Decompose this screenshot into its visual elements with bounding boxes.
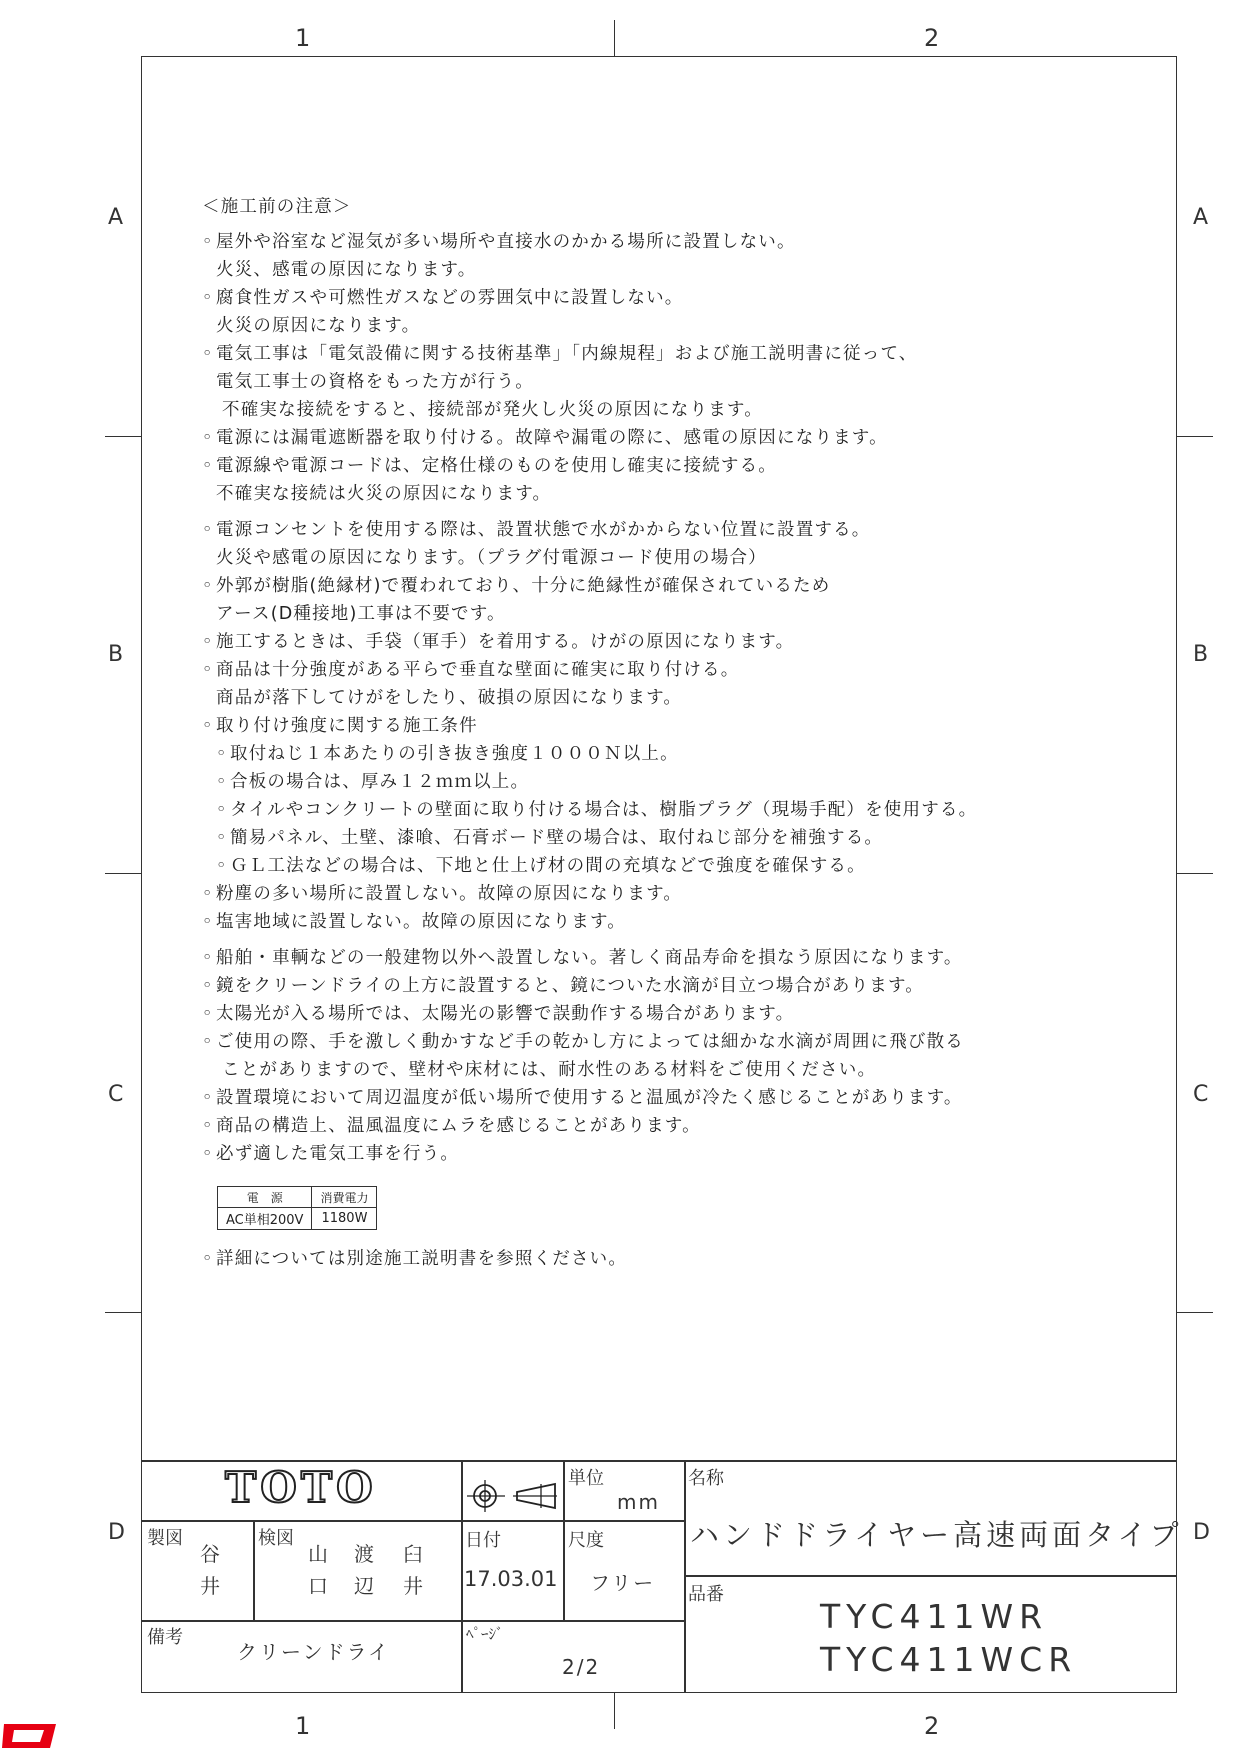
note-line-text: 電気工事士の資格をもった方が行う。 [216, 372, 534, 392]
note-line [202, 256, 1132, 284]
checker-2-char-1: 口 [308, 1574, 330, 1598]
note-line [202, 684, 1132, 712]
title-block-top-line [141, 1460, 1177, 1462]
note-line [202, 368, 1132, 396]
row-letter-left-c: C [108, 1082, 124, 1107]
title-block-line [141, 1520, 684, 1522]
bullet-mark: ◦ [202, 912, 214, 932]
note-line [202, 452, 1132, 480]
column-divider-tick-top [614, 20, 615, 56]
corner-brand-mark-icon [0, 1718, 60, 1754]
note-line [202, 712, 1132, 740]
note-line [202, 1140, 1132, 1168]
checker-2-char-3: 井 [403, 1574, 425, 1598]
note-line-text: 外郭が樹脂(絶縁材)で覆われており、十分に絶縁性が確保されているため [216, 576, 831, 596]
final-note-text: 詳細については別途施工説明書を参照ください。 [216, 1249, 628, 1269]
bullet-mark: ◦ [216, 772, 228, 792]
bullet-mark: ◦ [202, 344, 214, 364]
note-line-text: 商品の構造上、温風温度にムラを感じることがあります。 [216, 1116, 701, 1136]
note-line [202, 824, 1132, 852]
row-letter-left-a: A [108, 205, 124, 230]
note-line-text: 粉塵の多い場所に設置しない。故障の原因になります。 [216, 884, 683, 904]
title-block-line [253, 1520, 255, 1620]
bullet-mark: ◦ [202, 632, 214, 652]
bullet-mark: ◦ [202, 660, 214, 680]
note-line-text: 火災の原因になります。 [216, 316, 421, 336]
note-line [202, 340, 1132, 368]
note-line [202, 312, 1132, 340]
note-line-text: アース(D種接地)工事は不要です。 [216, 604, 506, 624]
note-line [202, 544, 1132, 572]
row-letter-right-b: B [1193, 642, 1209, 667]
title-block-line [563, 1460, 565, 1620]
row-letter-left-d: D [108, 1520, 125, 1545]
toto-logo: TOTO [225, 1463, 377, 1512]
note-line [202, 944, 1132, 972]
spec-value-power-consumption: 1180W [312, 1208, 377, 1230]
note-line-text: 鏡をクリーンドライの上方に設置すると、鏡についた水滴が目立つ場合があります。 [216, 976, 924, 996]
note-line-text: 腐食性ガスや可燃性ガスなどの雰囲気中に設置しない。 [216, 288, 684, 308]
drawn-by-2: 井 [200, 1574, 222, 1598]
installation-notes [202, 193, 1132, 1168]
product-name: ハンドドライヤー高速両面タイプ [690, 1518, 1183, 1552]
bullet-mark: ◦ [202, 232, 214, 252]
bullet-mark: ◦ [202, 456, 214, 476]
spec-header-power-source: 電 源 [218, 1187, 312, 1208]
bullet-mark: ◦ [202, 948, 214, 968]
note-line-text: 取付ねじ１本あたりの引き抜き強度１０００Ｎ以上。 [230, 744, 679, 764]
title-block-line [141, 1620, 684, 1622]
name-label: 名称 [688, 1468, 724, 1489]
note-line [202, 796, 1132, 824]
title-block-line [684, 1575, 1177, 1577]
bullet-mark: ◦ [216, 856, 228, 876]
note-line-text: 火災、感電の原因になります。 [216, 260, 477, 280]
third-angle-projection-icon [465, 1478, 559, 1514]
checked-label: 検図 [258, 1528, 294, 1549]
date-label: 日付 [465, 1530, 501, 1551]
page-label: ﾍﾟｰｼﾞ [466, 1625, 504, 1643]
notes-title: ＜施工前の注意＞ [202, 197, 352, 217]
bullet-mark: ◦ [202, 428, 214, 448]
note-line-text: ＧＬ工法などの場合は、下地と仕上げ材の間の充填などで強度を確保する。 [230, 856, 866, 876]
checker-1-char-1: 山 [308, 1542, 330, 1566]
column-number-bottom-1: 1 [295, 1712, 311, 1740]
title-block-line [684, 1460, 686, 1693]
note-line-text: 電源コンセントを使用する際は、設置状態で水がかからない位置に設置する。 [216, 520, 871, 540]
row-letter-right-c: C [1193, 1082, 1209, 1107]
note-line [202, 516, 1132, 544]
bullet-mark: ◦ [202, 1249, 214, 1269]
bullet-mark: ◦ [202, 1004, 214, 1024]
page-value: 2/2 [562, 1655, 601, 1679]
note-line-text: 取り付け強度に関する施工条件 [216, 716, 478, 736]
row-letter-right-d: D [1193, 1520, 1210, 1545]
bullet-mark: ◦ [202, 884, 214, 904]
column-number-top-2: 2 [924, 24, 940, 52]
note-line [202, 656, 1132, 684]
checker-1-char-3: 臼 [403, 1542, 425, 1566]
note-line-text: 太陽光が入る場所では、太陽光の影響で誤動作する場合があります。 [216, 1004, 795, 1024]
bullet-mark: ◦ [216, 800, 228, 820]
drawn-label: 製図 [147, 1528, 183, 1549]
note-line [202, 768, 1132, 796]
bullet-mark: ◦ [216, 828, 228, 848]
note-line [202, 1056, 1132, 1084]
note-line [202, 1112, 1132, 1140]
scale-label: 尺度 [568, 1530, 604, 1551]
note-line-text: 船舶・車輌などの一般建物以外へ設置しない。著しく商品寿命を損なう原因になります。 [216, 948, 963, 968]
note-line-text: ことがありますので、壁材や床材には、耐水性のある材料をご使用ください。 [222, 1060, 877, 1080]
column-number-top-1: 1 [295, 24, 311, 52]
unit-value: mm [617, 1490, 660, 1514]
note-line-text: 屋外や浴室など湿気が多い場所や直接水のかかる場所に設置しない。 [216, 232, 796, 252]
bullet-mark: ◦ [202, 576, 214, 596]
note-line-text: 電気工事は「電気設備に関する技術基準」「内線規程」および施工説明書に従って、 [216, 344, 918, 364]
row-divider-tick-right [1177, 436, 1213, 437]
note-line [202, 1000, 1132, 1028]
note-line-text: 不確実な接続は火災の原因になります。 [216, 484, 552, 504]
bullet-mark: ◦ [216, 744, 228, 764]
spec-header-power-consumption: 消費電力 [312, 1187, 377, 1208]
note-line [202, 284, 1132, 312]
checker-2-char-2: 辺 [354, 1574, 376, 1598]
final-note [202, 1245, 627, 1270]
part-number-label: 品番 [688, 1584, 724, 1605]
scale-value: フリー [590, 1571, 656, 1595]
column-divider-tick-bottom [614, 1693, 615, 1729]
note-line-text: 簡易パネル、土壁、漆喰、石膏ボード壁の場合は、取付ねじ部分を補強する。 [230, 828, 884, 848]
bullet-mark: ◦ [202, 288, 214, 308]
note-line-text: 必ず適した電気工事を行う。 [216, 1144, 460, 1164]
row-divider-tick-left [105, 1312, 141, 1313]
note-line [202, 228, 1132, 256]
note-line-text: 施工するときは、手袋（軍手）を着用する。けがの原因になります。 [216, 632, 795, 652]
bullet-mark: ◦ [202, 1144, 214, 1164]
title-block-line [461, 1460, 463, 1693]
bullet-mark: ◦ [202, 1088, 214, 1108]
model-number-2: TYC411WCR [820, 1640, 1078, 1679]
spec-value-power-source: AC単相200V [218, 1208, 312, 1230]
row-letter-left-b: B [108, 642, 124, 667]
note-line [202, 740, 1132, 768]
note-line-text: タイルやコンクリートの壁面に取り付ける場合は、樹脂プラグ（現場手配）を使用する。 [230, 800, 978, 820]
note-line-text: 火災や感電の原因になります。（プラグ付電源コード使用の場合） [216, 548, 767, 568]
remarks-label: 備考 [147, 1627, 183, 1648]
power-spec-table [217, 1186, 377, 1230]
bullet-mark: ◦ [202, 1116, 214, 1136]
note-line-text: 電源には漏電遮断器を取り付ける。故障や漏電の際に、感電の原因になります。 [216, 428, 888, 448]
note-line-text: 商品は十分強度がある平らで垂直な壁面に確実に取り付ける。 [216, 660, 740, 680]
note-line [202, 908, 1132, 936]
model-number-1: TYC411WR [820, 1597, 1049, 1636]
note-line-text: 電源線や電源コードは、定格仕様のものを使用し確実に接続する。 [216, 456, 777, 476]
note-line [202, 852, 1132, 880]
checker-1-char-2: 渡 [354, 1542, 376, 1566]
note-line-text: 設置環境において周辺温度が低い場所で使用すると温風が冷たく感じることがあります。 [216, 1088, 963, 1108]
notes-lines [202, 228, 1132, 1168]
row-letter-right-a: A [1193, 205, 1209, 230]
note-line-text: 合板の場合は、厚み１２ｍｍ以上。 [230, 772, 530, 792]
unit-label: 単位 [568, 1468, 604, 1489]
row-divider-tick-right [1177, 1312, 1213, 1313]
bullet-mark: ◦ [202, 716, 214, 736]
column-number-bottom-2: 2 [924, 1712, 940, 1740]
note-line [202, 1028, 1132, 1056]
row-divider-tick-left [105, 873, 141, 874]
row-divider-tick-left [105, 436, 141, 437]
note-line [202, 880, 1132, 908]
note-line [202, 572, 1132, 600]
note-line [202, 972, 1132, 1000]
bullet-mark: ◦ [202, 976, 214, 996]
note-line [202, 600, 1132, 628]
bullet-mark: ◦ [202, 1032, 214, 1052]
bullet-mark: ◦ [202, 520, 214, 540]
note-line-text: ご使用の際、手を激しく動かすなど手の乾かし方によっては細かな水滴が周囲に飛び散る [216, 1032, 964, 1052]
row-divider-tick-right [1177, 873, 1213, 874]
note-line [202, 396, 1132, 424]
drawn-by-1: 谷 [200, 1542, 222, 1566]
remarks-value: クリーンドライ [237, 1640, 390, 1664]
note-line-text: 塩害地域に設置しない。故障の原因になります。 [216, 912, 626, 932]
note-line [202, 424, 1132, 452]
note-line-text: 不確実な接続をすると、接続部が発火し火災の原因になります。 [222, 400, 763, 420]
date-value: 17.03.01 [464, 1567, 558, 1591]
note-line [202, 628, 1132, 656]
note-line-text: 商品が落下してけがをしたり、破損の原因になります。 [216, 688, 683, 708]
note-line [202, 1084, 1132, 1112]
note-line [202, 480, 1132, 508]
